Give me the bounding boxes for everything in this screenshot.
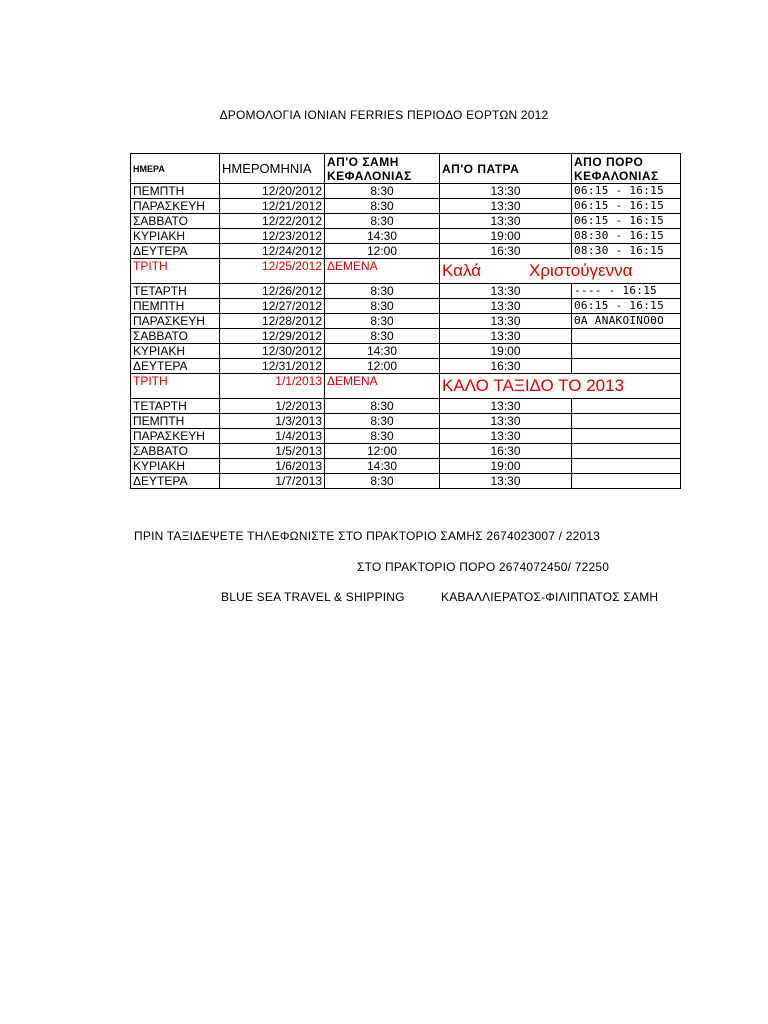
- cell-date: 1/6/2013: [220, 459, 325, 474]
- cell-from-poro: 06:15 - 16:15: [572, 184, 681, 199]
- header-from-poro: [572, 154, 681, 184]
- cell-day: ΠΑΡΑΣΚΕΥΗ: [131, 199, 220, 214]
- table-row: [131, 184, 681, 199]
- cell-day: ΚΥΡΙΑΚΗ: [131, 229, 220, 244]
- holiday-message-part1: Καλά: [442, 261, 482, 280]
- cell-date: 12/21/2012: [220, 199, 325, 214]
- table-row: [131, 284, 681, 299]
- cell-from-poro: 06:15 - 16:15: [572, 299, 681, 314]
- header-from-sami-line1: ΑΠ'Ο ΣΑΜΗ: [327, 154, 399, 169]
- cell-from-poro: ---- - 16:15: [572, 284, 681, 299]
- cell-from-sami: 8:30: [325, 414, 440, 429]
- cell-from-sami: 8:30: [325, 199, 440, 214]
- cell-from-sami: 8:30: [325, 214, 440, 229]
- table-row: [131, 344, 681, 359]
- table-row: [131, 314, 681, 329]
- holiday-message-part2: Χριστούγεννα: [529, 261, 633, 280]
- cell-from-patra: 16:30: [440, 359, 572, 374]
- schedule-table: [130, 153, 681, 489]
- page-title: ΔΡΟΜΟΛΟΓΙΑ IONIAN FERRIES ΠΕΡΙΟΔΟ ΕΟΡΤΩΝ 2012: [219, 108, 549, 122]
- cell-from-sami: 12:00: [325, 444, 440, 459]
- cell-date: 1/7/2013: [220, 474, 325, 489]
- cell-from-patra: 13:30: [440, 474, 572, 489]
- cell-from-patra: 16:30: [440, 444, 572, 459]
- cell-date: 12/27/2012: [220, 299, 325, 314]
- table-row: [131, 399, 681, 414]
- cell-from-sami: 8:30: [325, 429, 440, 444]
- cell-from-patra: 13:30: [440, 184, 572, 199]
- cell-day: ΣΑΒΒΑΤΟ: [131, 329, 220, 344]
- table-header-row: [131, 154, 681, 184]
- cell-day: ΤΡΙΤΗ: [131, 259, 220, 284]
- cell-day: ΤΡΙΤΗ: [131, 374, 220, 399]
- cell-from-patra: 19:00: [440, 229, 572, 244]
- cell-from-poro: [572, 459, 681, 474]
- cell-from-poro: [572, 344, 681, 359]
- header-from-patra: ΑΠ'Ο ΠΑΤΡΑ: [440, 154, 572, 184]
- header-from-poro-line2: ΚΕΦΑΛΟΝΙΑΣ: [574, 168, 659, 183]
- cell-day: ΔΕΥΤΕΡΑ: [131, 359, 220, 374]
- table-row: [131, 329, 681, 344]
- cell-day: ΠΕΜΠΤΗ: [131, 299, 220, 314]
- header-day: ΗΜΕΡΑ: [131, 154, 220, 184]
- cell-date: 12/28/2012: [220, 314, 325, 329]
- cell-status: ΔΕΜΕΝΑ: [325, 374, 440, 399]
- table-row: [131, 199, 681, 214]
- footer-phone-poro: ΣΤΟ ΠΡΑΚΤΟΡΙΟ ΠΟΡΟ 2674072450/ 72250: [357, 560, 610, 574]
- cell-day: ΠΕΜΠΤΗ: [131, 184, 220, 199]
- holiday-message: [440, 259, 681, 284]
- cell-from-sami: 12:00: [325, 244, 440, 259]
- cell-from-patra: 13:30: [440, 284, 572, 299]
- cell-from-poro: [572, 359, 681, 374]
- cell-from-poro: 06:15 - 16:15: [572, 199, 681, 214]
- cell-from-sami: 8:30: [325, 329, 440, 344]
- table-row: [131, 459, 681, 474]
- cell-from-poro: [572, 444, 681, 459]
- table-row: [131, 414, 681, 429]
- table-row: [131, 474, 681, 489]
- table-row-holiday: [131, 259, 681, 284]
- table-row: [131, 244, 681, 259]
- cell-from-poro: [572, 329, 681, 344]
- cell-date: 1/3/2013: [220, 414, 325, 429]
- header-from-sami: [325, 154, 440, 184]
- cell-from-patra: 13:30: [440, 329, 572, 344]
- cell-from-sami: 8:30: [325, 399, 440, 414]
- footer-agency-names: ΚΑΒΑΛΛΙΕΡΑΤΟΣ-ΦΙΛΙΠΠΑΤΟΣ ΣΑΜΗ: [441, 590, 659, 604]
- cell-from-sami: 8:30: [325, 184, 440, 199]
- table-row-holiday: [131, 374, 681, 399]
- cell-day: ΚΥΡΙΑΚΗ: [131, 459, 220, 474]
- table-row: [131, 359, 681, 374]
- table-row: [131, 444, 681, 459]
- cell-day: ΔΕΥΤΕΡΑ: [131, 244, 220, 259]
- cell-from-patra: 13:30: [440, 429, 572, 444]
- header-date: ΗΜΕΡΟΜΗΝΙΑ: [220, 154, 325, 184]
- header-from-poro-line1: ΑΠΟ ΠΟΡΟ: [574, 154, 644, 169]
- footer-phone-sami: ΠΡΙΝ ΤΑΞΙΔΕΨΕΤΕ ΤΗΛΕΦΩΝΙΣΤΕ ΣΤΟ ΠΡΑΚΤΟΡΙΟ ΣΑΜΗΣ 2674023007 / 22013: [134, 529, 601, 543]
- cell-day: ΠΑΡΑΣΚΕΥΗ: [131, 429, 220, 444]
- cell-from-poro: [572, 414, 681, 429]
- cell-from-sami: 8:30: [325, 284, 440, 299]
- cell-from-poro: 06:15 - 16:15: [572, 214, 681, 229]
- cell-status: ΔΕΜΕΝΑ: [325, 259, 440, 284]
- cell-date: 12/29/2012: [220, 329, 325, 344]
- cell-from-patra: 13:30: [440, 414, 572, 429]
- cell-from-patra: 13:30: [440, 399, 572, 414]
- table-row: [131, 299, 681, 314]
- cell-from-poro: [572, 399, 681, 414]
- cell-day: ΤΕΤΑΡΤΗ: [131, 284, 220, 299]
- cell-from-poro: 08:30 - 16:15: [572, 244, 681, 259]
- cell-from-poro: ΘΑ ΑΝΑΚΟΙΝΟΘΟ: [572, 314, 681, 329]
- cell-from-sami: 8:30: [325, 474, 440, 489]
- cell-date: 12/31/2012: [220, 359, 325, 374]
- table-row: [131, 429, 681, 444]
- table-row: [131, 214, 681, 229]
- header-from-sami-line2: ΚΕΦΑΛΟΝΙΑΣ: [327, 168, 412, 183]
- table-row: [131, 229, 681, 244]
- cell-from-poro: [572, 474, 681, 489]
- cell-date: 1/2/2013: [220, 399, 325, 414]
- cell-date: 12/20/2012: [220, 184, 325, 199]
- cell-day: ΔΕΥΤΕΡΑ: [131, 474, 220, 489]
- cell-date: 12/25/2012: [220, 259, 325, 284]
- cell-from-patra: 13:30: [440, 199, 572, 214]
- cell-from-patra: 19:00: [440, 344, 572, 359]
- cell-from-sami: 8:30: [325, 299, 440, 314]
- cell-day: ΣΑΒΒΑΤΟ: [131, 214, 220, 229]
- cell-date: 12/24/2012: [220, 244, 325, 259]
- cell-day: ΤΕΤΑΡΤΗ: [131, 399, 220, 414]
- cell-from-poro: [572, 429, 681, 444]
- cell-from-poro: 08:30 - 16:15: [572, 229, 681, 244]
- cell-date: 1/1/2013: [220, 374, 325, 399]
- cell-date: 1/5/2013: [220, 444, 325, 459]
- holiday-message: [440, 374, 681, 399]
- cell-from-sami: 14:30: [325, 229, 440, 244]
- cell-date: 1/4/2013: [220, 429, 325, 444]
- cell-from-sami: 8:30: [325, 314, 440, 329]
- cell-from-patra: 16:30: [440, 244, 572, 259]
- cell-from-sami: 12:00: [325, 359, 440, 374]
- cell-from-patra: 13:30: [440, 314, 572, 329]
- cell-date: 12/23/2012: [220, 229, 325, 244]
- cell-from-patra: 13:30: [440, 299, 572, 314]
- cell-day: ΣΑΒΒΑΤΟ: [131, 444, 220, 459]
- cell-date: 12/26/2012: [220, 284, 325, 299]
- cell-day: ΚΥΡΙΑΚΗ: [131, 344, 220, 359]
- cell-from-patra: 13:30: [440, 214, 572, 229]
- cell-from-sami: 14:30: [325, 459, 440, 474]
- cell-day: ΠΕΜΠΤΗ: [131, 414, 220, 429]
- holiday-message-part1: ΚΑΛΟ ΤΑΞΙΔΟ ΤΟ 2013: [442, 376, 625, 395]
- cell-day: ΠΑΡΑΣΚΕΥΗ: [131, 314, 220, 329]
- cell-from-sami: 14:30: [325, 344, 440, 359]
- cell-date: 12/22/2012: [220, 214, 325, 229]
- cell-from-patra: 19:00: [440, 459, 572, 474]
- cell-date: 12/30/2012: [220, 344, 325, 359]
- footer-agency: BLUE SEA TRAVEL & SHIPPING: [221, 590, 405, 604]
